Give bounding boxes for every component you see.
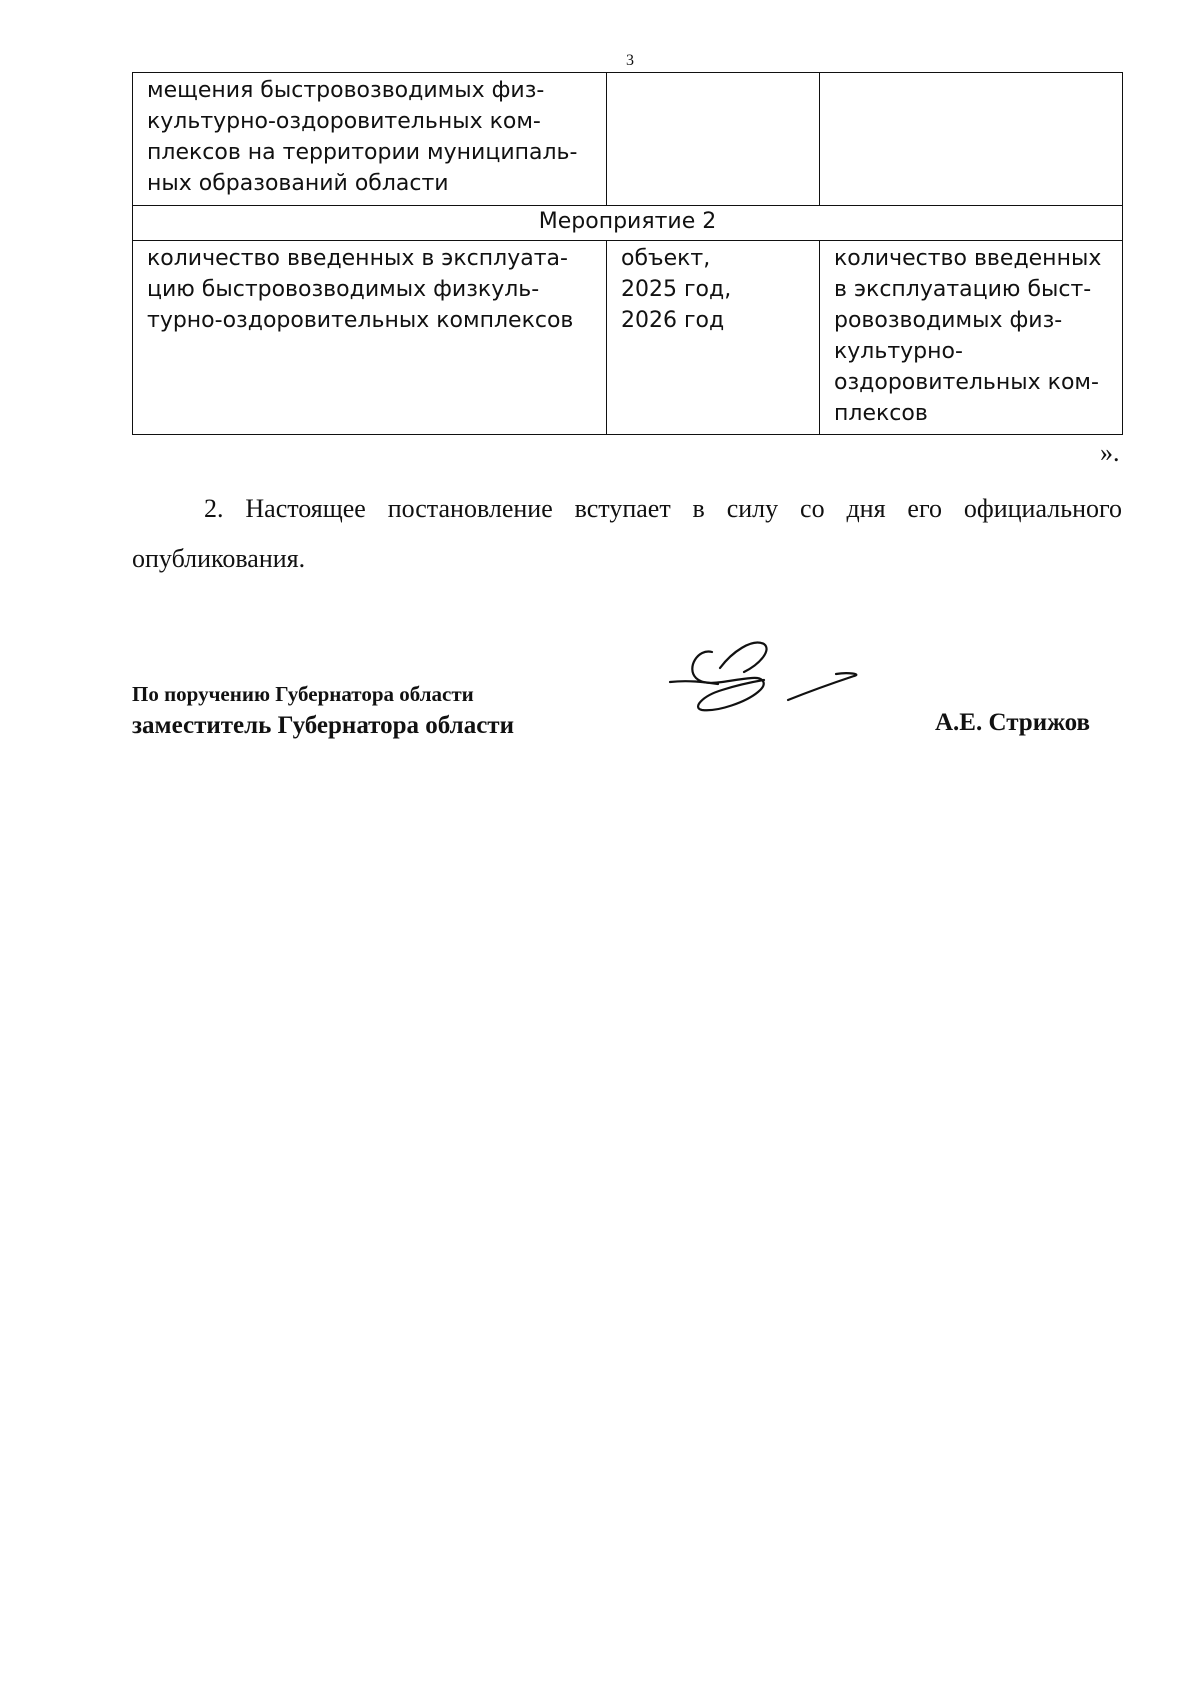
table-section-row — [133, 206, 1123, 241]
closing-quote: ». — [1100, 438, 1120, 467]
table-cell-definition — [820, 73, 1123, 206]
signer-on-behalf: По поручению Губернатора области — [132, 682, 474, 706]
table-row — [133, 241, 1123, 435]
page-number: 3 — [626, 52, 634, 69]
paragraph-2: 2. Настоящее постановление вступает в силу со дня его официального опубликования. — [132, 494, 1122, 573]
signer-title: заместитель Губернатора области — [132, 712, 514, 739]
table-cell-unit: объект, 2025 год, 2026 год — [607, 241, 820, 435]
table-cell-indicator: мещения быстровозводимых физ- культурно-оздоровительных ком- плексов на территории муниципаль- ных образований области — [133, 73, 607, 206]
table-cell-definition: количество введенных в эксплуатацию быст- ровозводимых физ- культурно- оздоровительных ком- плексов — [820, 241, 1123, 435]
table-cell-unit — [607, 73, 820, 206]
section-header: Мероприятие 2 — [133, 206, 1123, 241]
indicators-table — [132, 72, 1123, 435]
table-row — [133, 73, 1123, 206]
table-cell-indicator: количество введенных в эксплуата- цию быстровозводимых физкуль- турно-оздоровительных комплексов — [133, 241, 607, 435]
signer-name: А.Е. Стрижов — [935, 709, 1090, 736]
handwritten-signature — [668, 638, 868, 728]
